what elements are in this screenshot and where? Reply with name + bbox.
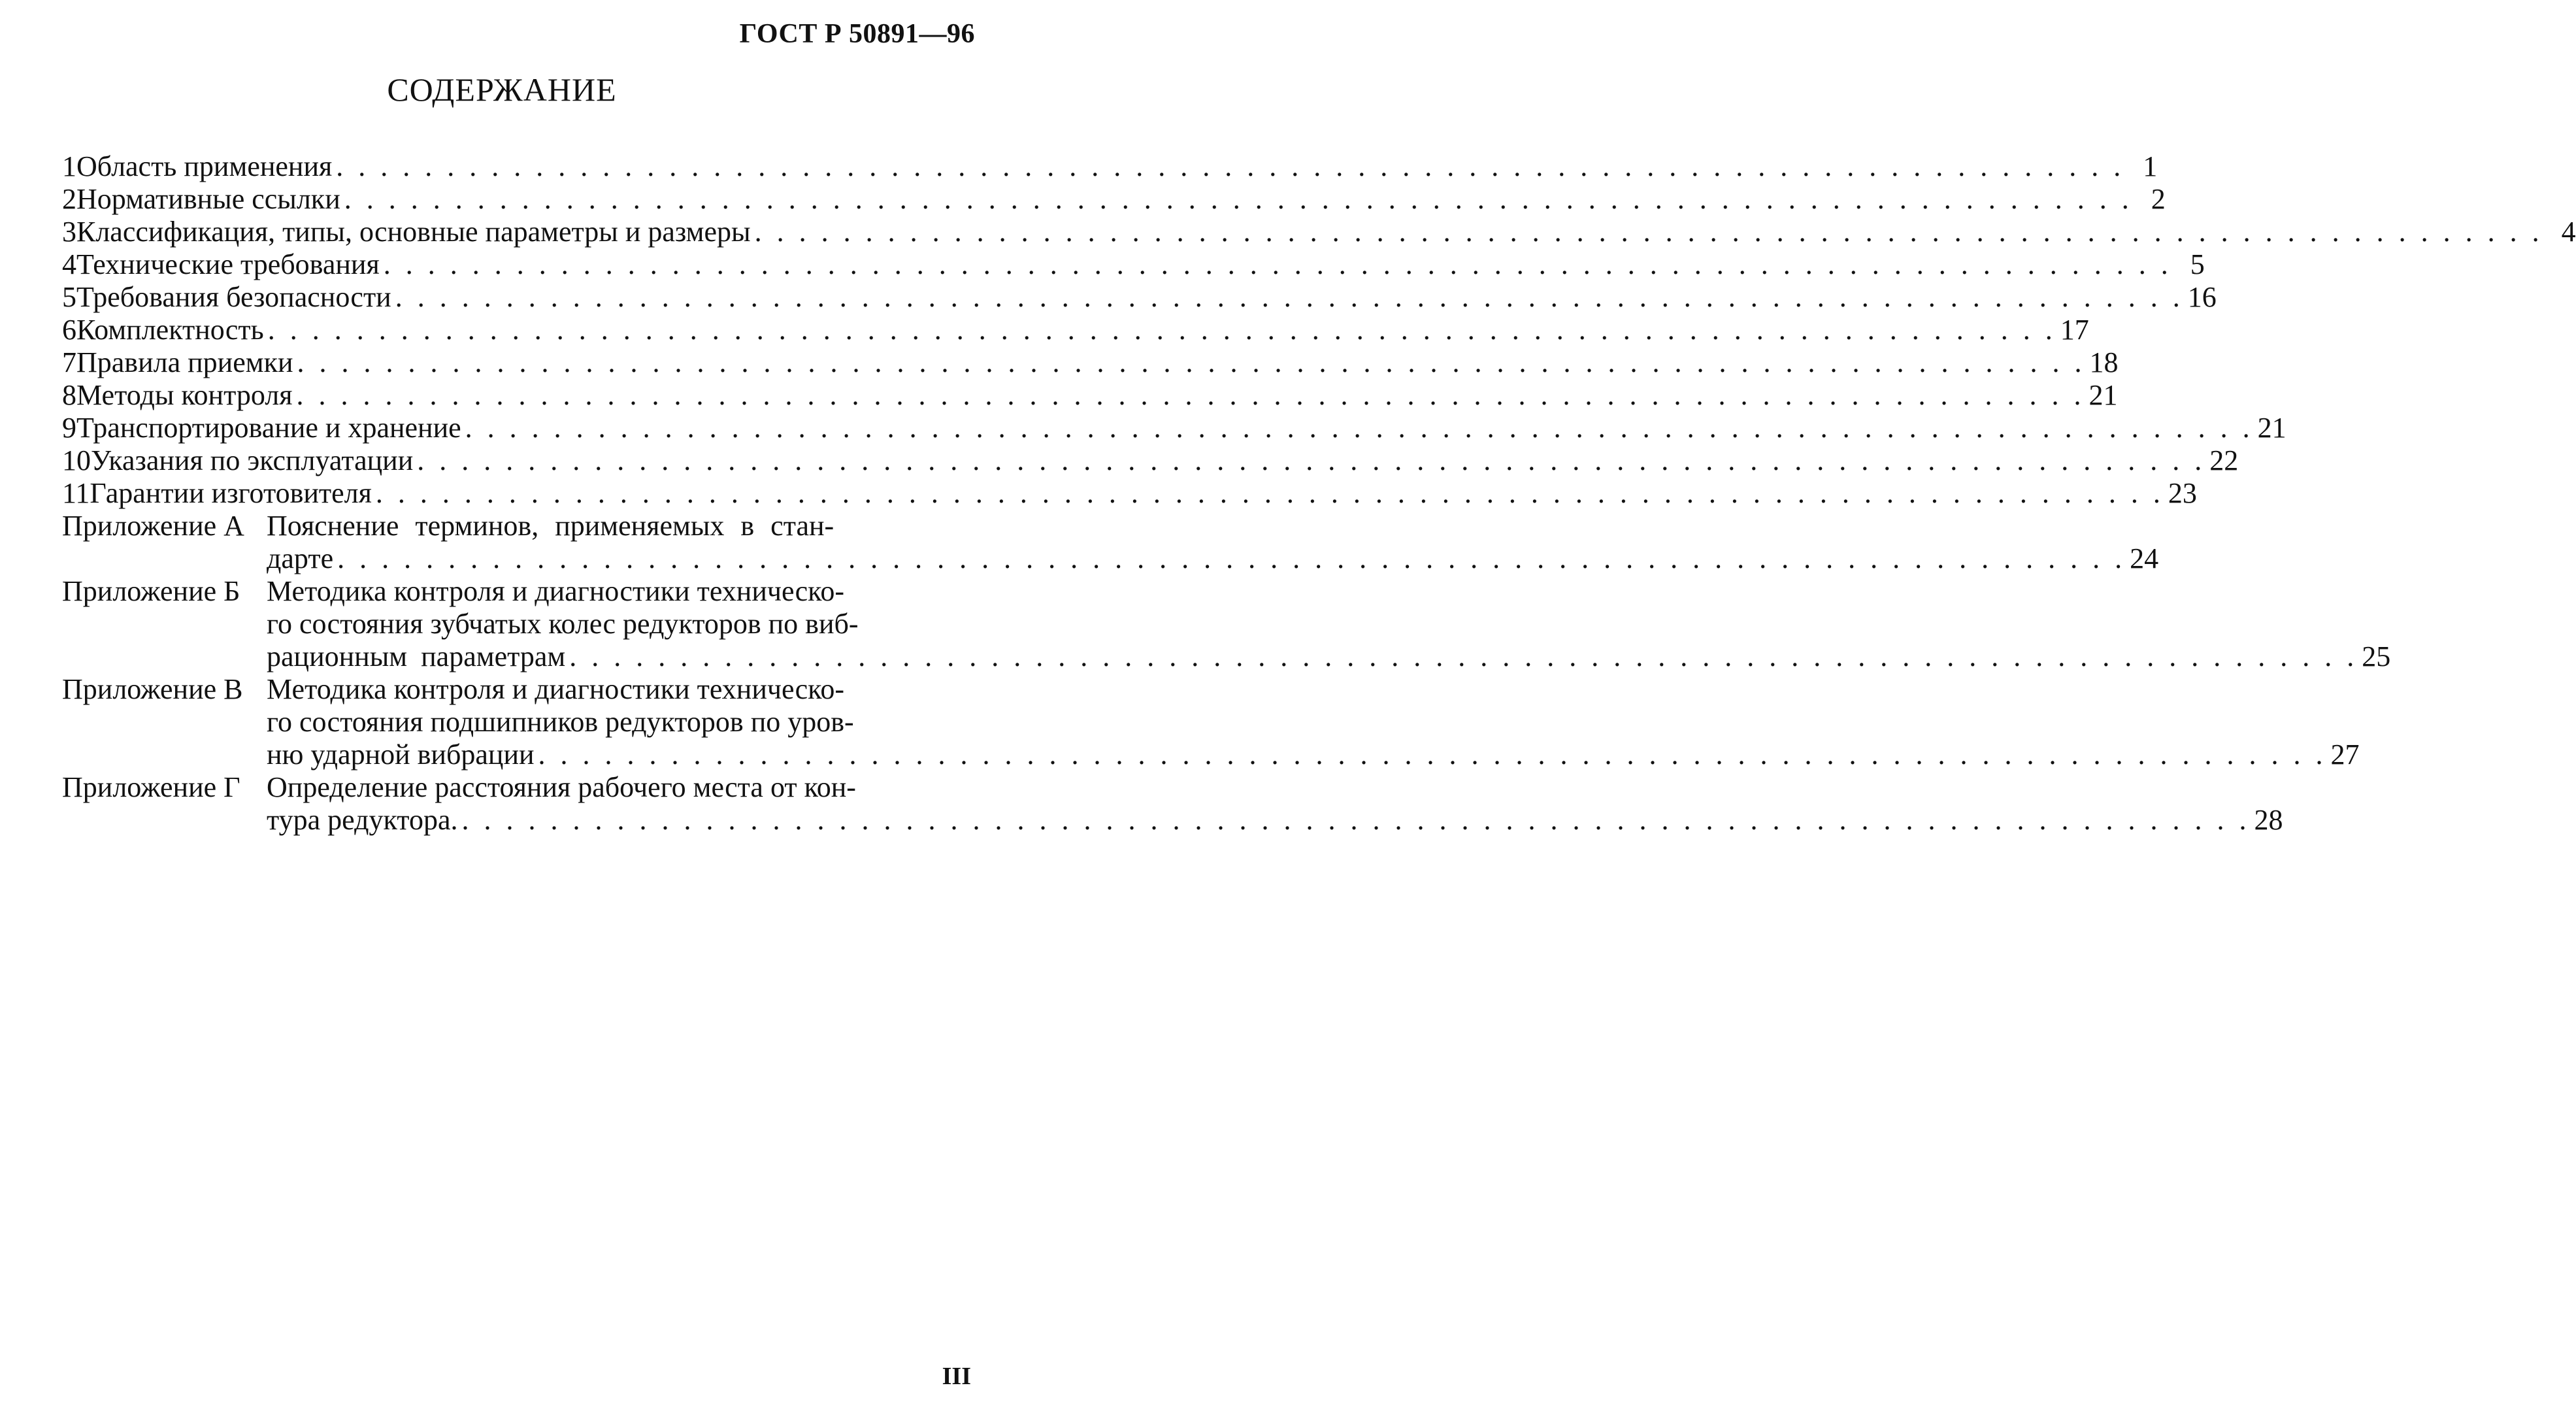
toc-entry[interactable] (62, 477, 2197, 510)
annex-title-text: Методика контроля и диагностики техническо- (267, 575, 844, 607)
annex-title-text: ню ударной вибрации (267, 738, 535, 771)
toc-entry[interactable] (62, 150, 2158, 183)
dot-leader (337, 542, 2126, 575)
toc-entry-title: Правила приемки (76, 346, 293, 378)
toc-entry-title: Указания по эксплуатации (91, 444, 414, 476)
page-number: III (942, 1363, 971, 1390)
toc-entry-title: Требования безопасности (76, 281, 391, 313)
toc-entry-title: Область применения (76, 150, 333, 182)
page-title: СОДЕРЖАНИЕ (387, 71, 617, 108)
annex-title-text: тура редуктора. (267, 804, 458, 836)
annex-title-text: го состояния подшипников редукторов по уров- (267, 706, 854, 738)
dot-leader (376, 477, 2164, 510)
annex-title-line (267, 673, 2360, 706)
annex-title (267, 575, 2390, 673)
annex-title-line (267, 804, 2283, 837)
dot-leader (384, 248, 2172, 281)
toc-entry[interactable] (62, 444, 2239, 477)
annex-title-text: го состояния зубчатых колес редукторов по виб- (267, 608, 859, 640)
annex-title-text: Пояснение терминов, применяемых в стан- (267, 510, 834, 542)
annex-prefix: Приложение В (62, 673, 243, 705)
toc-entry-title: Комплектность (76, 314, 264, 346)
annex-title-line (267, 771, 2283, 804)
toc-entry-number: 5 (62, 281, 76, 313)
annex-prefix: Приложение А (62, 510, 244, 542)
dot-leader (296, 379, 2085, 412)
annex-title-line (267, 738, 2360, 771)
dot-leader (462, 804, 2251, 837)
toc-entry[interactable] (62, 379, 2118, 412)
annex-title-line (267, 510, 2158, 542)
toc-entry-title: Классификация, типы, основные параметры и размеры (76, 216, 751, 248)
dot-leader (344, 183, 2133, 216)
toc-annex-entry[interactable] (62, 575, 2391, 673)
toc-entry[interactable] (62, 248, 2205, 281)
annex-prefix: Приложение Б (62, 575, 240, 607)
toc-entry-title: Методы контроля (76, 379, 293, 411)
toc-entry-page: 28 (2254, 804, 2283, 836)
toc-entry-number: 1 (62, 150, 76, 182)
standard-designation: ГОСТ Р 50891—96 (739, 19, 975, 49)
annex-title (267, 771, 2283, 837)
toc-entry[interactable] (62, 281, 2217, 314)
toc-entry-page: 25 (2362, 640, 2391, 672)
dot-leader (755, 216, 2543, 248)
annex-prefix: Приложение Г (62, 771, 240, 803)
toc-entry[interactable] (62, 314, 2089, 346)
annex-title-text: рационным параметрам (267, 640, 566, 672)
dot-leader (268, 314, 2056, 346)
toc-entry-page: 5 (2190, 248, 2205, 280)
toc-annex-entry[interactable] (62, 510, 2159, 575)
annex-title-line (267, 640, 2390, 673)
toc-entry-page: 4 (2561, 216, 2576, 248)
toc-entry-page: 24 (2130, 542, 2159, 574)
toc-entry-page: 22 (2209, 444, 2239, 476)
dot-leader (538, 738, 2327, 771)
table-of-contents (62, 150, 2576, 837)
annex-title (267, 673, 2360, 771)
toc-entry-title: Нормативные ссылки (76, 183, 340, 215)
annex-title-line (267, 706, 2360, 738)
annex-title-line (267, 542, 2158, 575)
dot-leader (336, 150, 2124, 183)
annex-title-text: Определение расстояния рабочего места от кон- (267, 771, 856, 803)
toc-entry[interactable] (62, 346, 2119, 379)
toc-entry-page: 23 (2168, 477, 2197, 509)
toc-entry-page: 17 (2060, 314, 2089, 346)
toc-entry-number: 2 (62, 183, 76, 215)
toc-entry-number: 4 (62, 248, 76, 280)
annex-title-text: Методика контроля и диагностики техническо- (267, 673, 844, 705)
toc-entry-number: 7 (62, 346, 76, 378)
toc-entry-title: Гарантии изготовителя (90, 477, 372, 509)
toc-entry[interactable] (62, 183, 2166, 216)
toc-entry[interactable] (62, 412, 2287, 444)
toc-entry-number: 9 (62, 412, 76, 444)
toc-entry-number: 8 (62, 379, 76, 411)
dot-leader (465, 412, 2254, 444)
dot-leader (395, 281, 2184, 314)
toc-entry-number: 6 (62, 314, 76, 346)
toc-entry-page: 21 (2089, 379, 2118, 411)
toc-entry-page: 16 (2187, 281, 2217, 313)
toc-entry-page: 18 (2089, 346, 2119, 378)
toc-entry[interactable] (62, 216, 2576, 248)
toc-entry-page: 2 (2151, 183, 2166, 215)
toc-entry-page: 1 (2143, 150, 2158, 182)
annex-title (267, 510, 2158, 575)
toc-entry-number: 10 (62, 444, 91, 476)
toc-entry-title: Транспортирование и хранение (76, 412, 461, 444)
toc-annex-entry[interactable] (62, 771, 2283, 837)
toc-entry-page: 27 (2330, 738, 2360, 771)
dot-leader (417, 444, 2205, 477)
annex-title-text: дарте (267, 542, 334, 574)
toc-entry-number: 3 (62, 216, 76, 248)
toc-entry-number: 11 (62, 477, 90, 509)
dot-leader (297, 346, 2086, 379)
dot-leader (569, 640, 2358, 673)
toc-entry-page: 21 (2257, 412, 2287, 444)
toc-entry-title: Технические требования (76, 248, 380, 280)
toc-annex-entry[interactable] (62, 673, 2360, 771)
annex-title-line (267, 575, 2390, 608)
annex-title-line (267, 608, 2390, 640)
